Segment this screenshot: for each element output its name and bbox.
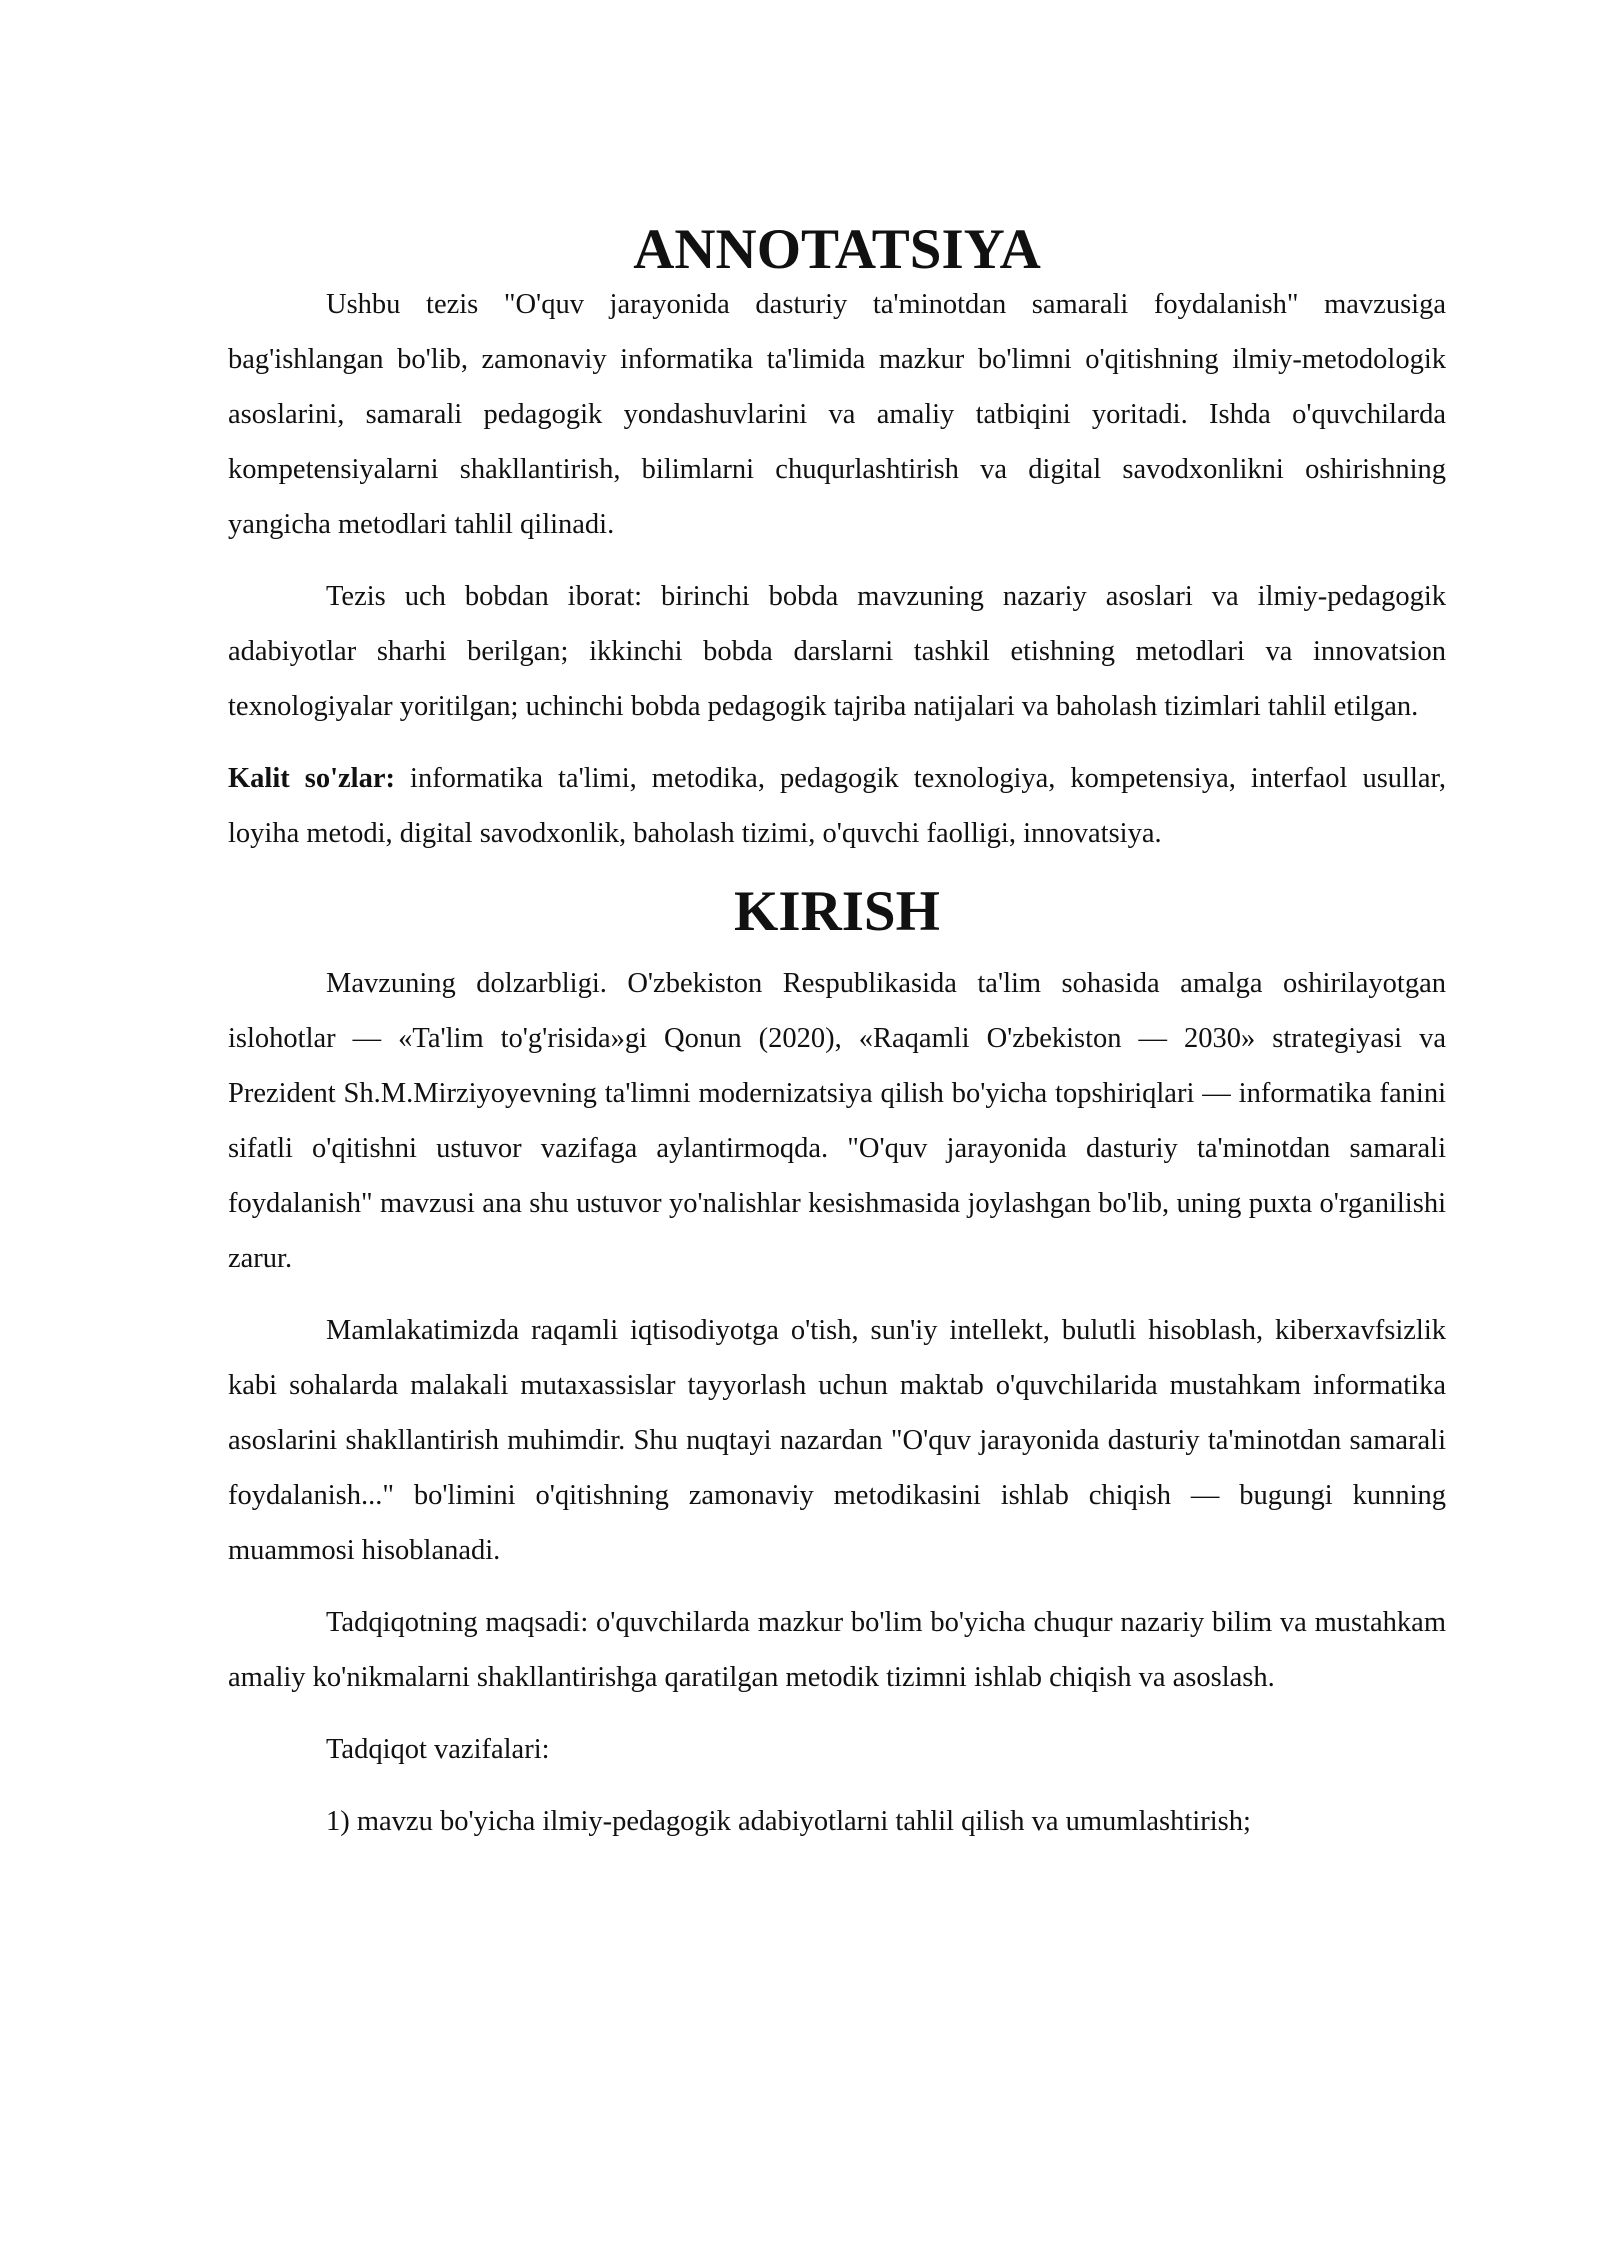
task-item: 1) mavzu bo'yicha ilmiy-pedagogik adabiyotlarni tahlil qilish va umumlashtirish; xyxy=(326,1806,1251,1837)
document-page xyxy=(228,218,1446,1849)
intro-paragraph-2: Mamlakatimizda raqamli iqtisodiyotga o'tish, sun'iy intellekt, bulutli hisoblash, kiberxavfsizlik kabi sohalarda malakali mutaxassislar tayyorlash uchun maktab o'quvchilarida mustahkam informatika asoslarini shakllantirish muhimdir. Shu nuqtayi nazardan "O'quv jarayonida dasturiy ta'minotdan samarali foydalanish..." bo'limini o'qitishning zamonaviy metodikasini ishlab chiqish — bugungi kunning muammosi hisoblanadi. xyxy=(228,1315,1446,1566)
keywords-text: informatika ta'limi, metodika, pedagogik texnologiya, kompetensiya, interfaol usullar, loyiha metodi, digital savodxonlik, baholash tizimi, o'quvchi faolligi, innovatsiya. xyxy=(228,763,1446,849)
intro-heading: KIRISH xyxy=(734,880,940,943)
annotation-paragraph-1: Ushbu tezis "O'quv jarayonida dasturiy ta'minotdan samarali foydalanish" mavzusiga bag'ishlangan bo'lib, zamonaviy informatika ta'limida mazkur bo'limni o'qitishning ilmiy-metodologik asoslarini, samarali pedagogik yondashuvlarini va amaliy tatbiqini yoritadi. Ishda o'quvchilarda kompetensiyalarni shakllantirish, bilimlarni chuqurlashtirish va digital savodxonlikni oshirishning yangicha metodlari tahlil qilinadi. xyxy=(228,289,1446,540)
keywords-paragraph xyxy=(228,751,1446,861)
keywords-label: Kalit so'zlar: xyxy=(228,763,395,794)
annotation-heading: ANNOTATSIYA xyxy=(633,218,1041,281)
intro-paragraph-1: Mavzuning dolzarbligi. O'zbekiston Respublikasida ta'lim sohasida amalga oshirilayotgan islohotlar — «Ta'lim to'g'risida»gi Qonun (2020), «Raqamli O'zbekiston — 2030» strategiyasi va Prezident Sh.M.Mirziyoyevning ta'limni modernizatsiya qilish bo'yicha topshiriqlari — informatika fanini sifatli o'qitishni ustuvor vazifaga aylantirmoqda. "O'quv jarayonida dasturiy ta'minotdan samarali foydalanish" mavzusi ana shu ustuvor yo'nalishlar kesishmasida joylashgan bo'lib, uning puxta o'rganilishi zarur. xyxy=(228,968,1446,1274)
annotation-paragraph-2: Tezis uch bobdan iborat: birinchi bobda mavzuning nazariy asoslari va ilmiy-pedagogik adabiyotlar sharhi berilgan; ikkinchi bobda darslarni tashkil etishning metodlari va innovatsion texnologiyalar yoritilgan; uchinchi bobda pedagogik tajriba natijalari va baholash tizimlari tahlil etilgan. xyxy=(228,581,1446,722)
tasks-heading: Tadqiqot vazifalari: xyxy=(326,1734,550,1765)
intro-paragraph-3: Tadqiqotning maqsadi: o'quvchilarda mazkur bo'lim bo'yicha chuqur nazariy bilim va mustahkam amaliy ko'nikmalarni shakllantirishga qaratilgan metodik tizimni ishlab chiqish va asoslash. xyxy=(228,1607,1446,1693)
